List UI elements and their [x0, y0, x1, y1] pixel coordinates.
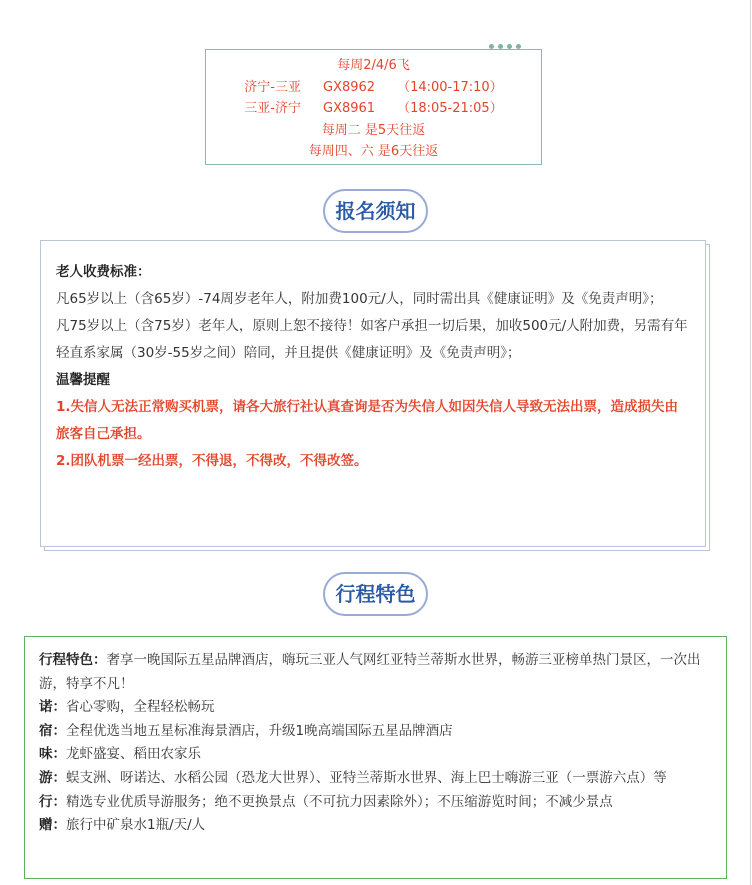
section-title-features: 行程特色	[323, 572, 428, 616]
feature-item: 行：精选专业优质导游服务；绝不更换景点（不可抗力因素除外）；不压缩游览时间；不减少景点	[39, 793, 613, 810]
flight-info-box	[205, 49, 542, 165]
feature-item: 味：龙虾盛宴、稻田农家乐	[39, 746, 201, 763]
outbound-route: 济宁-三亚	[244, 79, 301, 95]
feature-item: 诺：省心零购，全程轻松畅玩	[39, 699, 215, 716]
feature-item: 赠：旅行中矿泉水1瓶/天/人	[39, 817, 206, 834]
section-title-registration: 报名须知	[323, 189, 428, 233]
features-box	[24, 636, 727, 879]
page-right-border	[750, 0, 751, 885]
flight-tuesday-note: 每周二 是5天往返	[321, 122, 426, 138]
flight-row-return	[206, 98, 541, 120]
elder-fee-heading: 老人收费标准：	[56, 264, 151, 280]
elder-fee-rule-2: 凡75岁以上（含75岁）老年人，原则上恕不接待！如客户承担一切后果，加收500元/人附加费，另需有年轻直系家属（30岁-55岁之间）陪同，并且提供《健康证明》及《免责声明》；	[56, 318, 688, 361]
flight-thu-sat-note: 每周四、六 是6天往返	[308, 144, 439, 159]
tip-1: 1.失信人无法正常购买机票，请各大旅行社认真查询是否为失信人如因失信人导致无法出票，造成损失由旅客自己承担。	[56, 399, 679, 442]
notice-box	[40, 240, 706, 547]
return-flight-code: GX8961	[323, 101, 376, 116]
tip-heading: 温馨提醒	[56, 372, 110, 388]
feature-item: 行程特色：奢享一晚国际五星品牌酒店，嗨玩三亚人气网红亚特兰蒂斯水世界，畅游三亚榜单热门景区，一次出游，特享不凡！	[39, 652, 701, 692]
flight-schedule-days: 每周2/4/6飞	[337, 58, 410, 73]
outbound-flight-code: GX8962	[323, 79, 376, 95]
tip-2: 2.团队机票一经出票，不得退，不得改，不得改签。	[56, 453, 368, 469]
feature-item: 宿：全程优选当地五星标准海景酒店，升级1晚高端国际五星品牌酒店	[39, 722, 453, 739]
feature-item: 游：蜈支洲、呀诺达、水稻公园（恐龙大世界）、亚特兰蒂斯水世界、海上巴士嗨游三亚（一票游六点）等	[39, 769, 667, 786]
decorative-dots	[485, 44, 525, 49]
outbound-time: （14:00-17:10）	[397, 79, 503, 95]
return-route: 三亚-济宁	[244, 101, 301, 116]
return-time: （18:05-21:05）	[397, 101, 503, 116]
elder-fee-rule-1: 凡65岁以上（含65岁）-74周岁老年人，附加费100元/人，同时需出具《健康证明》及《免责声明》；	[56, 291, 663, 307]
flight-row-outbound	[206, 77, 541, 99]
